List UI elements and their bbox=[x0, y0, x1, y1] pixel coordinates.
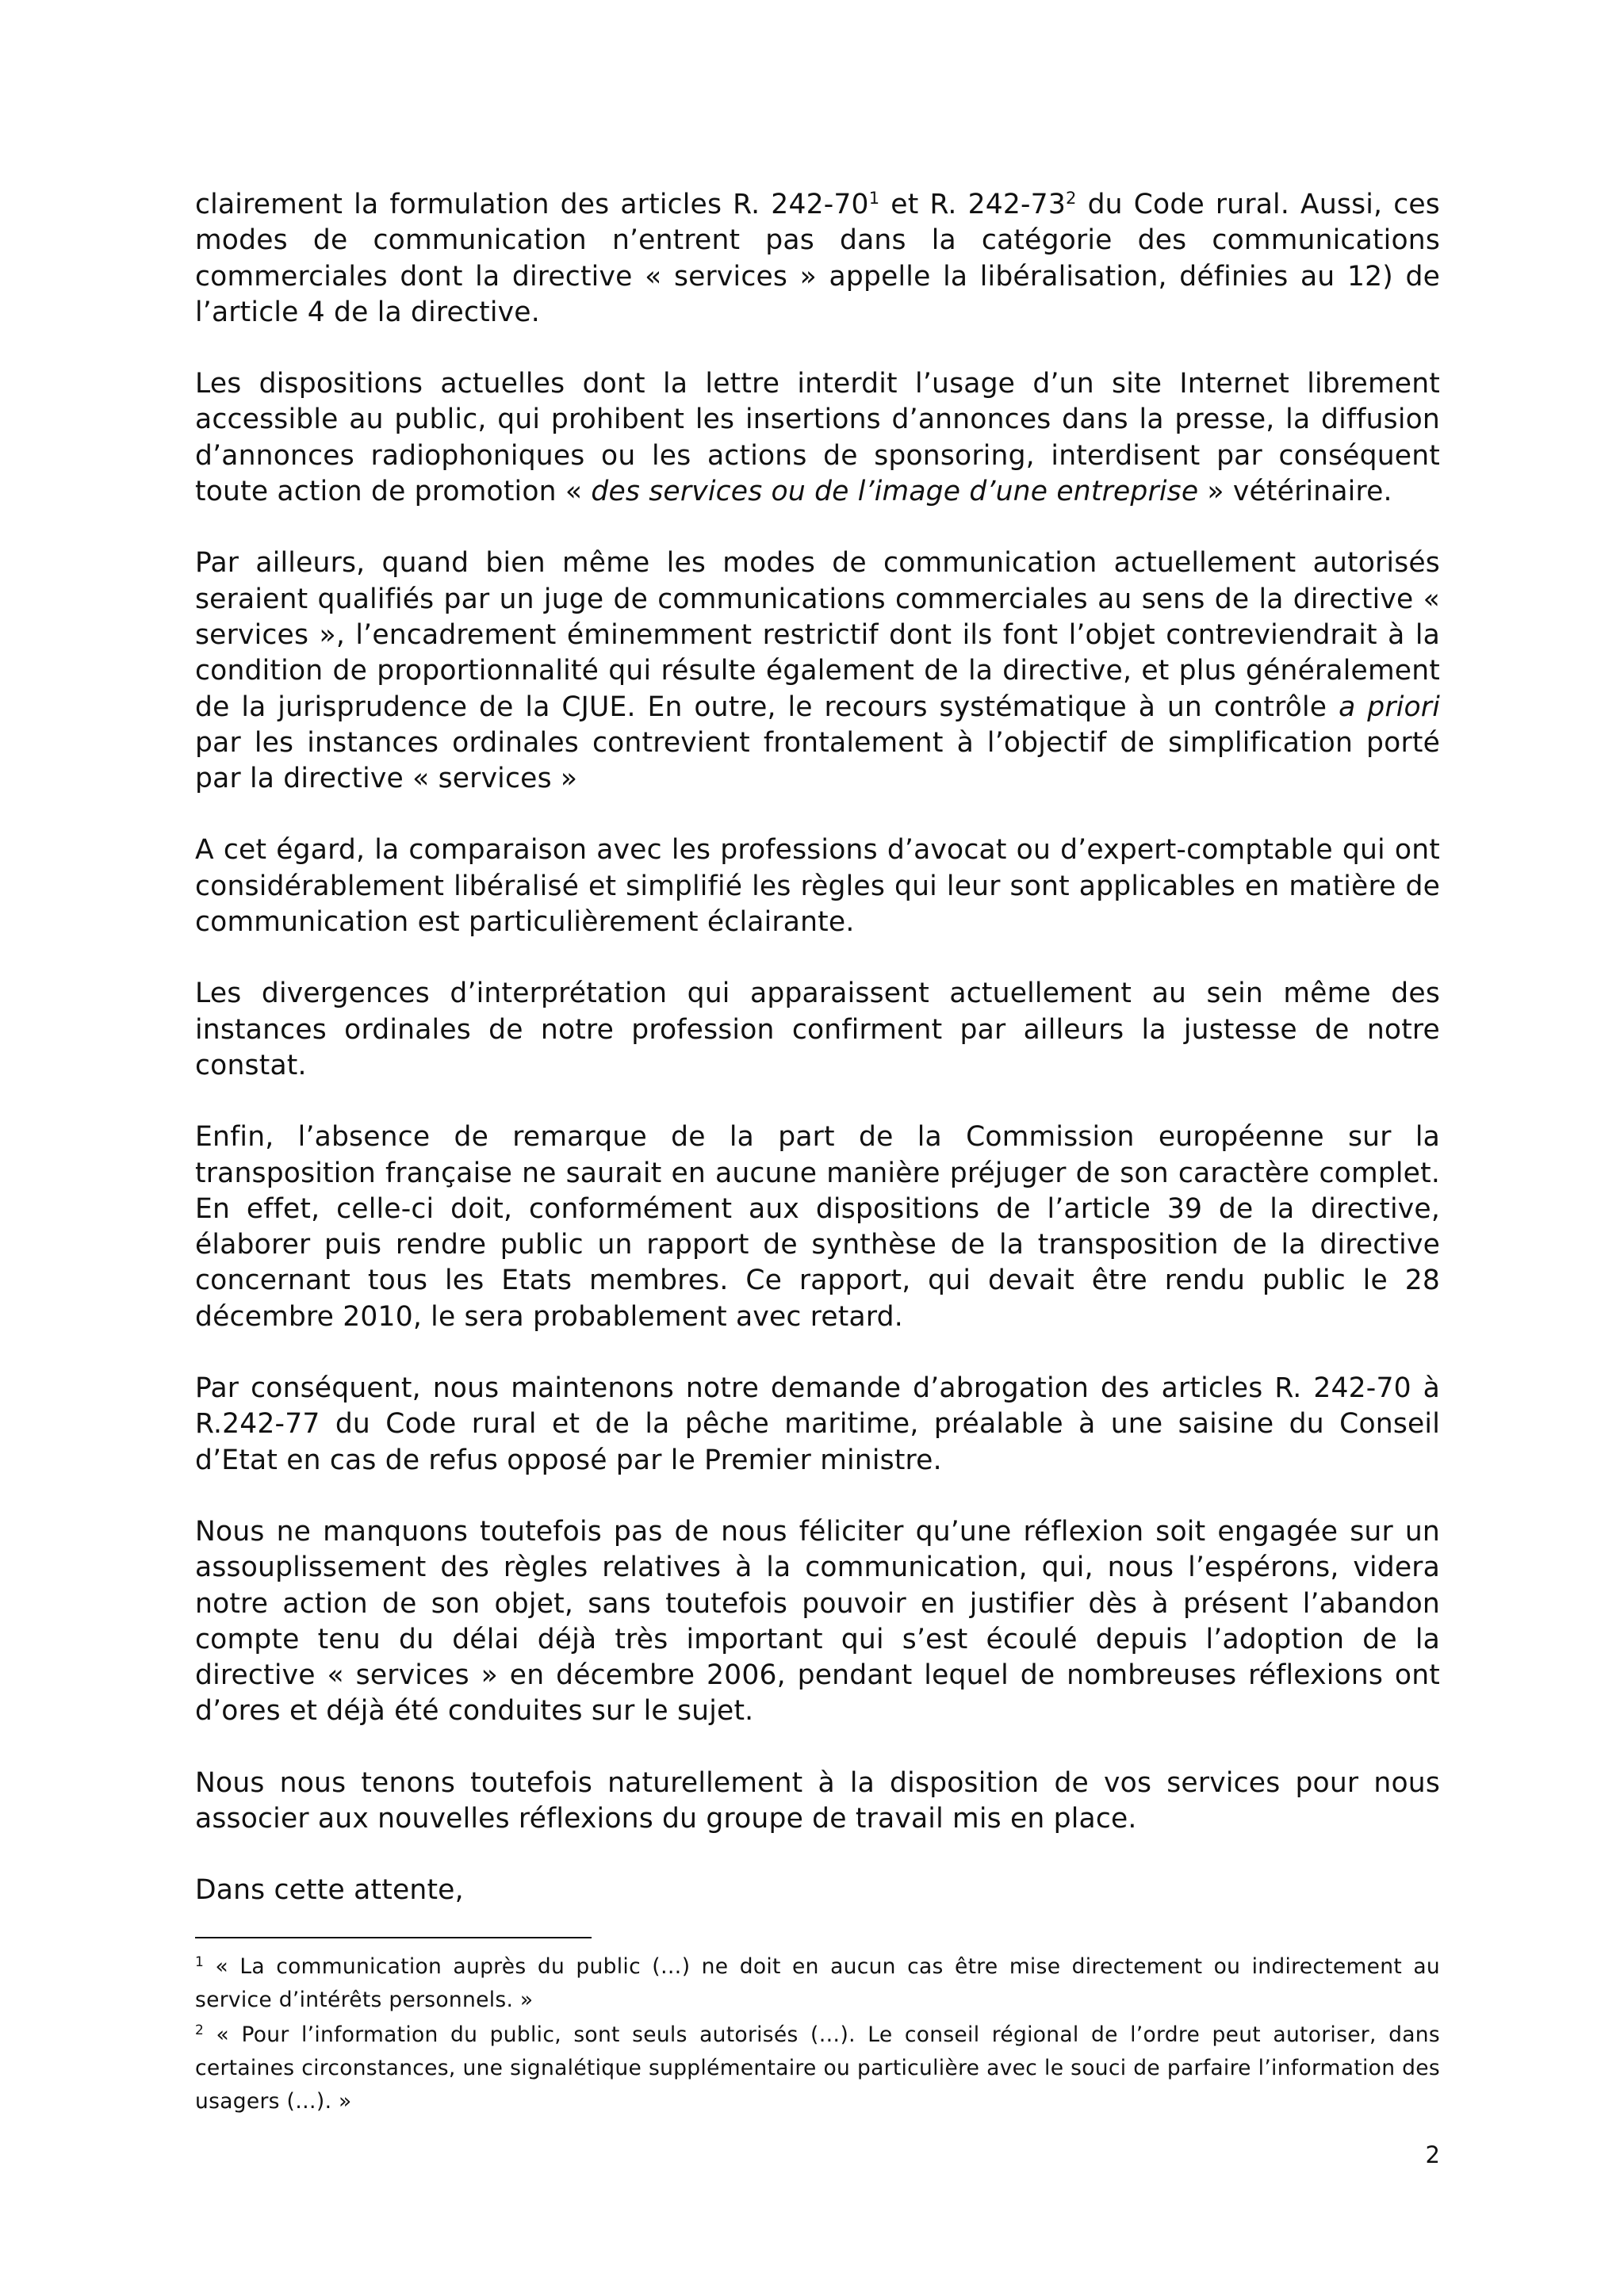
paragraph-8: Nous ne manquons toutefois pas de nous féliciter qu’une réflexion soit engagée sur un assouplissement des règles relatives à la communication, qui, nous l’espérons, videra notre action de son objet, sans toutefois pouvoir en justifier dès à présent l’abandon compte tenu du délai déjà très important qui s’est écoulé depuis l’adoption de la directive « services » en décembre 2006, pendant lequel de nombreuses réflexions ont d’ores et déjà été conduites sur le sujet. bbox=[195, 1515, 1440, 1728]
footnote-2-marker: 2 bbox=[195, 2022, 205, 2038]
footnote-2 bbox=[195, 2019, 1440, 2118]
footnote-separator bbox=[195, 1937, 592, 1938]
footnote-ref-1: 1 bbox=[868, 189, 880, 208]
footnote-1-marker: 1 bbox=[195, 1954, 205, 1970]
paragraph-3-text-b: par les instances ordinales contrevient frontalement à l’objectif de simplification porté par la directive « services » bbox=[195, 726, 1440, 795]
paragraph-3-text-a: Par ailleurs, quand bien même les modes de communication actuellement autorisés seraient qualifiés par un juge de communications commerciales au sens de la directive « services », l’encadrement éminemment restrictif dont ils font l’objet contreviendrait à la condition de proportionnalité qui résulte également de la directive, et plus généralement de la jurisprudence de la CJUE. En outre, le recours systématique à un contrôle bbox=[195, 547, 1440, 723]
footnote-2-text: « Pour l’information du public, sont seuls autorisés (…). Le conseil régional de l’ordre peut autoriser, dans certaines circonstances, une signalétique supplémentaire ou particulière avec le souci de parfaire l’information des usagers (…). » bbox=[195, 2022, 1440, 2114]
paragraph-3-italic: a priori bbox=[1339, 691, 1440, 723]
footnotes bbox=[195, 1950, 1440, 2120]
paragraph-3 bbox=[195, 545, 1440, 797]
footnote-ref-2: 2 bbox=[1065, 189, 1077, 208]
footnote-1-text: « La communication auprès du public (…) ne doit en aucun cas être mise directement ou indirectement au service d’intérêts personnels. » bbox=[195, 1954, 1440, 2012]
paragraph-5: Les divergences d’interprétation qui apparaissent actuellement au sein même des instances ordinales de notre profession confirment par ailleurs la justesse de notre constat. bbox=[195, 978, 1440, 1081]
closing-line: Dans cette attente, bbox=[195, 1874, 464, 1907]
paragraph-7: Par conséquent, nous maintenons notre demande d’abrogation des articles R. 242-70 à R.242-77 du Code rural et de la pêche maritime, préalable à une saisine du Conseil d’Etat en cas de refus opposé par le Premier ministre. bbox=[195, 1372, 1440, 1476]
paragraph-2-text-a: Les dispositions actuelles dont la lettre interdit l’usage d’un site Internet librement accessible au public, qui prohibent les insertions d’annonces dans la presse, la diffusion d’annonces radiophoniques ou les actions de sponsoring, interdisent par conséquent toute action de promotion « bbox=[195, 368, 1440, 508]
paragraph-2-text-b: » vétérinaire. bbox=[1198, 476, 1392, 508]
paragraph-2-quote: des services ou de l’image d’une entreprise bbox=[591, 476, 1199, 508]
paragraph-2 bbox=[195, 366, 1440, 510]
paragraph-1-text-c: du Code rural. Aussi, ces modes de communication n’entrent pas dans la catégorie des communications commerciales dont la directive « services » appelle la libéralisation, définies au 12) de l’article 4 de la directive. bbox=[195, 189, 1440, 328]
letter-body bbox=[195, 187, 1440, 1909]
paragraph-9: Nous nous tenons toutefois naturellement à la disposition de vos services pour nous associer aux nouvelles réflexions du groupe de travail mis en place. bbox=[195, 1766, 1440, 1835]
paragraph-4: A cet égard, la comparaison avec les professions d’avocat ou d’expert-comptable qui ont considérablement libéralisé et simplifié les règles qui leur sont applicables en matière de communication est particulièrement éclairante. bbox=[195, 834, 1440, 939]
paragraph-1-text-a: clairement la formulation des articles R. 242-70 bbox=[195, 189, 869, 220]
paragraph-6: Enfin, l’absence de remarque de la part de la Commission européenne sur la transposition française ne saurait en aucune manière préjuger de son caractère complet. En effet, celle-ci doit, conformément aux dispositions de l’article 39 de la directive, élaborer puis rendre public un rapport de synthèse de la transposition de la directive concernant tous les Etats membres. Ce rapport, qui devait être rendu public le 28 décembre 2010, le sera probablement avec retard. bbox=[195, 1121, 1440, 1333]
footnote-1 bbox=[195, 1950, 1440, 2017]
paragraph-1 bbox=[195, 187, 1440, 331]
page-number: 2 bbox=[1425, 2141, 1440, 2168]
paragraph-1-text-b: et R. 242-73 bbox=[879, 189, 1066, 220]
